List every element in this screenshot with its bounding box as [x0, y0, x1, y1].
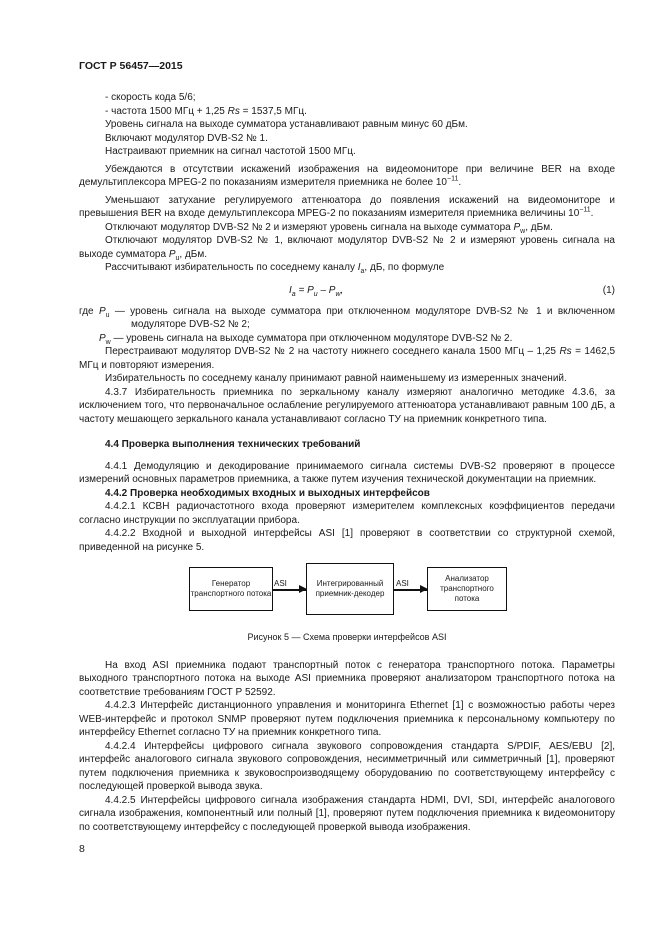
variable: Rs — [559, 346, 572, 357]
paragraph — [79, 145, 615, 159]
text: Избирательность по соседнему каналу принимают равной наименьшему из измеренных значений. — [105, 373, 567, 384]
formula — [79, 282, 615, 299]
paragraph: 4.4.2.4 Интерфейсы цифрового сигнала звукового сопровождения стандарта S/PDIF, AES/EBU [2], интерфейс аналогового сигнала звукового сопровождения, несимметричный или симметричный [1], проверяют путем подключения приемника к звуковоспроизводящему оборудованию по соответствующему интерфейсу с последующей проверкой вывода звука. — [79, 740, 615, 792]
text: , дБм. — [179, 248, 208, 260]
subscript: w — [105, 338, 111, 346]
subscript: u — [105, 311, 110, 319]
text: Отключают модулятор DVB-S2 № 1, включают модулятор DVB-S2 № 2 и измеряют уровень сигнала на выходе сумматора — [79, 235, 615, 260]
text: — уровень сигнала на выходе сумматора при отключенном модуляторе DVB-S2 № 2. — [110, 332, 513, 344]
text: Уровень сигнала на выходе сумматора устанавливают равным минус 60 дБм. — [105, 119, 468, 130]
formula-part: – P — [317, 284, 336, 296]
variable: P — [513, 221, 521, 233]
document-header: ГОСТ Р 56457—2015 — [79, 60, 183, 72]
text: Отключают модулятор DVB-S2 № 2 и измеряют уровень сигнала на выходе сумматора — [105, 221, 514, 233]
text: , дБ, по формуле — [364, 262, 445, 273]
paragraph — [79, 163, 615, 190]
arrow-2-label: ASI — [396, 579, 409, 588]
subscript: u — [175, 254, 180, 262]
paragraph — [79, 221, 615, 235]
analyzer-box: Анализатор транспортного потока — [427, 567, 507, 611]
subscript: a — [360, 268, 365, 275]
text: . — [458, 177, 462, 188]
paragraph — [79, 261, 615, 275]
subsection-heading: 4.4.2 Проверка необходимых входных и выходных интерфейсов — [105, 487, 430, 499]
variable: Rs — [227, 105, 240, 117]
where-item — [79, 305, 615, 332]
text: = 1537,5 МГц. — [239, 105, 307, 117]
text: = 1462,5 МГц и повторяют измерения. — [79, 346, 616, 371]
subscript: u — [313, 290, 318, 298]
generator-box: Генератор транспортного потока — [189, 567, 273, 611]
subscript: w — [520, 227, 526, 235]
variable: P — [99, 332, 106, 344]
asi-diagram — [79, 563, 615, 619]
paragraph — [79, 91, 615, 105]
page-body — [79, 91, 615, 834]
paragraph: 4.4.2.3 Интерфейс дистанционного управления и мониторинга Ethernet [1] с возможностью работы через WEB-интерфейс и протокол SNMP проверяют путем подключения приемника к персональному компьютеру по интерфейсу Ethernet согласно ТУ на приемник конкретного типа. — [79, 700, 615, 738]
section-heading: 4.4 Проверка выполнения технических требований — [105, 439, 361, 450]
subscript: w — [335, 290, 341, 298]
text: — уровень сигнала на выходе сумматора при отключенном модуляторе DVB-S2 № 1 и включенном модуляторе DVB-S2 № 2; — [109, 305, 616, 330]
text: - скорость кода 5/6; — [105, 92, 196, 103]
paragraph: 4.4.2.5 Интерфейсы цифрового сигнала изображения стандарта HDMI, DVI, SDI, интерфейс аналогового сигнала изображения, компонентный или полный [1], проверяют путем подключения приемника к видеомонитору по соответствующему интерфейсу с последующей проверкой вывода изображения. — [79, 794, 615, 833]
formula-part: = P — [295, 284, 314, 296]
receiver-box: Интегрированный приемник-декодер — [306, 563, 394, 615]
text: 4.3.7 Избирательность приемника по зеркальному каналу измеряют аналогично методике 4.3.6, за исключением того, что первоначальное ослабление регулируемого аттенюатора устанавливают равным 100 дБ, а частоту мешающего зеркального канала устанавливают согласно ТУ на приемник конкретного типа. — [79, 386, 615, 425]
text: Убеждаются в отсутствии искажений изображения на видеомониторе при величине BER на входе демультиплексора MPEG-2 по показаниям измерителя приемника не более 10 — [79, 163, 615, 188]
text: Уменьшают затухание регулируемого аттенюатора до появления искажений на видеомониторе и превышения BER на входе демультиплексора MPEG-2 по показаниям измерителя приемника величины 10 — [79, 194, 615, 219]
superscript: −11 — [447, 175, 459, 183]
paragraph — [79, 118, 615, 132]
formula-part: I — [289, 284, 292, 296]
text: Рассчитывают избирательность по соседнему каналу — [105, 262, 358, 273]
text: Настраивают приемник на сигнал частотой 1500 МГц. — [105, 146, 356, 157]
paragraph — [79, 234, 615, 261]
paragraph — [79, 105, 615, 119]
formula-number: (1) — [602, 284, 615, 296]
paragraph — [79, 372, 615, 386]
where-item — [79, 332, 615, 346]
page-number: 8 — [79, 843, 85, 855]
subscript: a — [291, 290, 296, 298]
variable: P — [98, 305, 106, 317]
text: где — [79, 305, 99, 317]
paragraph — [79, 386, 615, 427]
paragraph: 4.4.2.1 КСВН радиочастотного входа проверяют измерителем комплексных коэффициентов передачи согласно инструкции по эксплуатации прибора. — [79, 501, 615, 526]
paragraph — [79, 345, 615, 372]
text: Перестраивают модулятор DVB-S2 № 2 на частоту нижнего соседнего канала 1500 МГц – 1,25 — [105, 346, 560, 357]
text: , дБм. — [525, 221, 553, 233]
figure-caption: Рисунок 5 — Схема проверки интерфейсов ASI — [247, 632, 447, 642]
paragraph: 4.4.2.2 Входной и выходной интерфейсы ASI [1] проверяют в соответствии со структурной схемой, приведенной на рисунке 5. — [79, 528, 615, 553]
arrow-1-label: ASI — [274, 579, 287, 588]
variable: P — [168, 248, 176, 260]
superscript: −11 — [579, 206, 591, 214]
text: Включают модулятор DVB-S2 № 1. — [105, 132, 268, 144]
variable: I — [357, 262, 361, 273]
paragraph: 4.4.1 Демодуляцию и декодирование принимаемого сигнала системы DVB-S2 проверяют в процессе измерений основных параметров приемника, а также путем изучения технической документации на приемник. — [79, 460, 615, 485]
text: - частота 1500 МГц + 1,25 — [105, 105, 228, 117]
formula-part: , — [340, 284, 344, 296]
paragraph — [79, 132, 615, 146]
paragraph — [79, 194, 615, 221]
formula-expression — [289, 284, 343, 298]
text: . — [590, 208, 594, 219]
paragraph: На вход ASI приемника подают транспортный поток с генератора транспортного потока. Параметры выходного транспортного потока на выходе ASI приемника проверяют анализатором транспортного потока на соответствие требованиям ГОСТ Р 52592. — [79, 659, 615, 698]
